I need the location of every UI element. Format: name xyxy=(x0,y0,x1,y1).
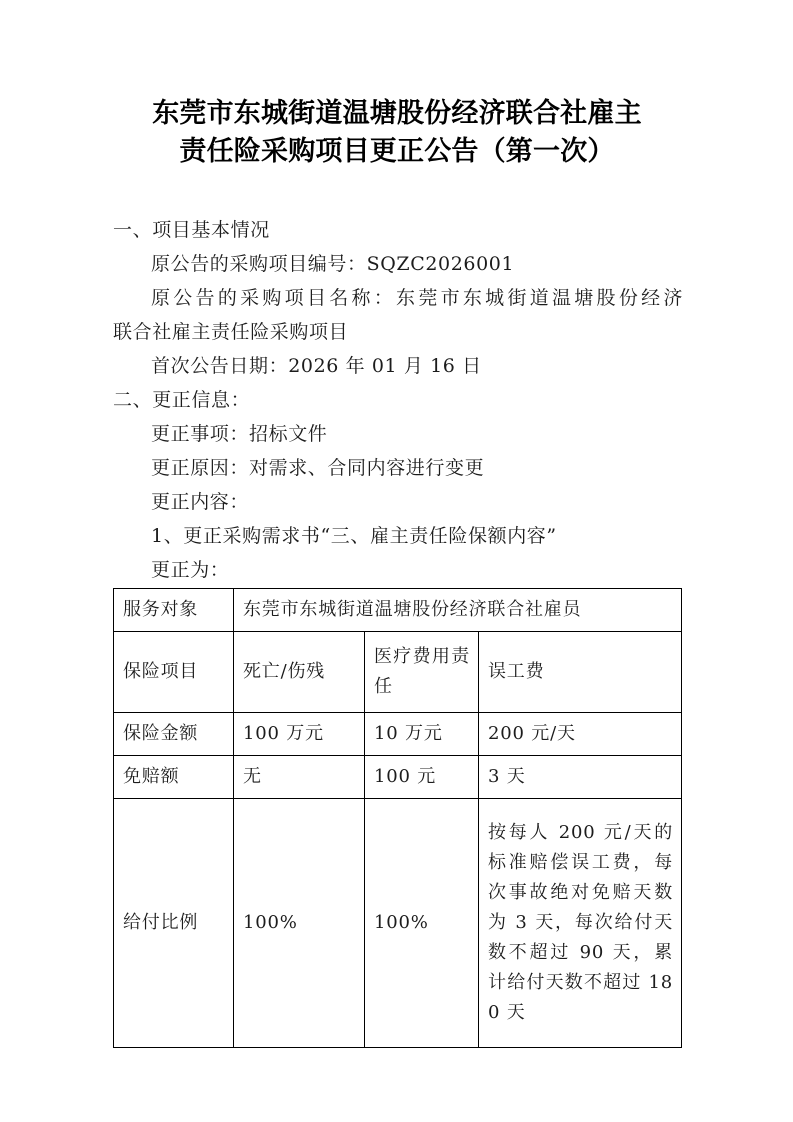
page-title xyxy=(113,95,681,171)
document-body xyxy=(113,213,683,587)
row-label-payout-ratio: 给付比例 xyxy=(114,799,234,1048)
table-row xyxy=(114,713,682,756)
row-label-service-target: 服务对象 xyxy=(114,589,234,632)
cell-insurance-item-death: 死亡/伤残 xyxy=(234,632,365,713)
section-one-heading: 一、项目基本情况 xyxy=(113,219,270,241)
section-two-heading: 二、更正信息： xyxy=(113,389,251,411)
page-title-line-1: 东莞市东城街道温塘股份经济联合社雇主 xyxy=(152,98,642,129)
cell-deductible-medical: 100 元 xyxy=(365,756,479,799)
row-label-insured-amount: 保险金额 xyxy=(114,713,234,756)
correction-reason-line: 更正原因：对需求、合同内容进行变更 xyxy=(151,457,485,479)
cell-insured-amount-lost-work: 200 元/天 xyxy=(479,713,682,756)
project-number-line: 原公告的采购项目编号：SQZC2026001 xyxy=(151,253,515,275)
row-label-insurance-item: 保险项目 xyxy=(114,632,234,713)
cell-insured-amount-death: 100 万元 xyxy=(234,713,365,756)
corrected-to-label: 更正为： xyxy=(151,559,230,581)
cell-payout-ratio-death: 100% xyxy=(234,799,365,1048)
page-title-line-2: 责任险采购项目更正公告（第一次） xyxy=(179,136,615,167)
project-name-line-wrap: 联合社雇主责任险采购项目 xyxy=(113,321,349,343)
table-row xyxy=(114,632,682,713)
cell-insured-amount-medical: 10 万元 xyxy=(365,713,479,756)
insurance-spec-table xyxy=(113,588,682,1048)
correction-content-label: 更正内容： xyxy=(151,491,250,513)
table-row xyxy=(114,756,682,799)
table-row xyxy=(114,799,682,1048)
row-label-deductible: 免赔额 xyxy=(114,756,234,799)
correction-item-line: 更正事项：招标文件 xyxy=(151,423,328,445)
cell-deductible-death: 无 xyxy=(234,756,365,799)
cell-insurance-item-medical: 医疗费用责任 xyxy=(365,632,479,713)
correction-point-one: 1、更正采购需求书“三、雇主责任险保额内容” xyxy=(151,525,557,547)
first-announcement-line: 首次公告日期：2026 年 01 月 16 日 xyxy=(151,355,482,377)
table-row xyxy=(114,589,682,632)
cell-payout-ratio-medical: 100% xyxy=(365,799,479,1048)
cell-service-target-value: 东莞市东城街道温塘股份经济联合社雇员 xyxy=(234,589,682,632)
project-name-line: 原公告的采购项目名称：东莞市东城街道温塘股份经济 xyxy=(151,287,683,309)
cell-insurance-item-lost-work: 误工费 xyxy=(479,632,682,713)
cell-payout-ratio-lost-work: 按每人 200 元/天的标准赔偿误工费，每次事故绝对免赔天数为 3 天，每次给付天数不超过 90 天，累计给付天数不超过 180 天 xyxy=(479,799,682,1048)
cell-deductible-lost-work: 3 天 xyxy=(479,756,682,799)
